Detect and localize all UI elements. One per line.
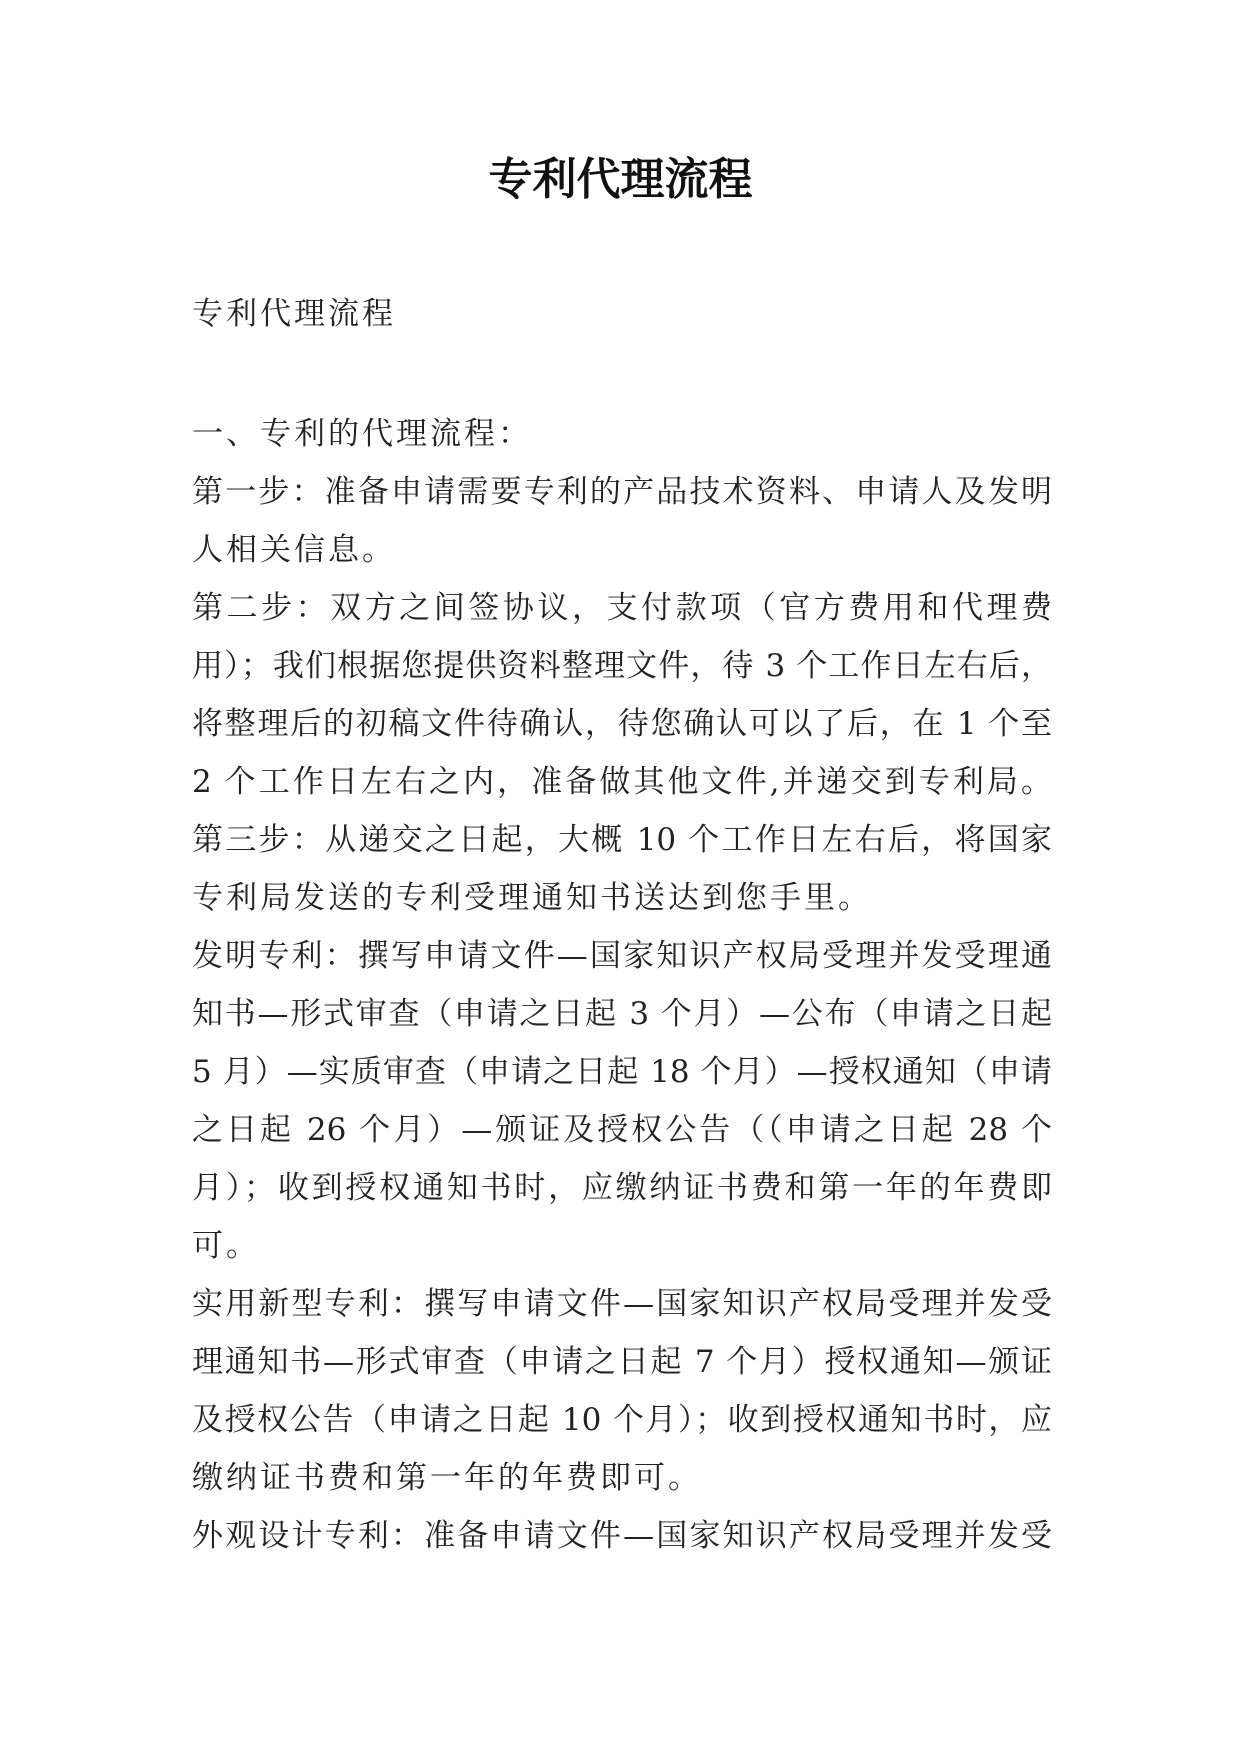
text-line: 发明专利：撰写申请文件—国家知识产权局受理并发受理通	[192, 938, 1052, 974]
text-line: 用）；我们根据您提供资料整理文件，待 3 个工作日左右后，	[192, 648, 1052, 684]
text-line: 知书—形式审查（申请之日起 3 个月）—公布（申请之日起	[192, 996, 1052, 1032]
text-line: 2 个工作日左右之内，准备做其他文件,并递交到专利局。	[192, 764, 1052, 800]
text-line: 之日起 26 个月）—颁证及授权公告（（申请之日起 28 个	[192, 1112, 1052, 1148]
document-subtitle: 专利代理流程	[192, 296, 396, 332]
text-line: 将整理后的初稿文件待确认，待您确认可以了后，在 1 个至	[192, 706, 1052, 742]
document-body	[192, 405, 1052, 1565]
text-line: 缴纳证书费和第一年的年费即可。	[192, 1460, 702, 1496]
text-line: 理通知书—形式审查（申请之日起 7 个月）授权通知—颁证	[192, 1344, 1052, 1380]
text-line: 第三步：从递交之日起，大概 10 个工作日左右后，将国家	[192, 822, 1052, 858]
text-line: 第二步：双方之间签协议，支付款项（官方费用和代理费	[192, 590, 1052, 626]
document-title: 专利代理流程	[488, 154, 753, 205]
text-line: 专利局发送的专利受理通知书送达到您手里。	[192, 880, 872, 916]
text-line: 5 月）—实质审查（申请之日起 18 个月）—授权通知（申请	[192, 1054, 1052, 1090]
text-line: 第一步：准备申请需要专利的产品技术资料、申请人及发明	[192, 474, 1052, 510]
text-line: 人相关信息。	[192, 532, 396, 568]
text-line: 实用新型专利：撰写申请文件—国家知识产权局受理并发受	[192, 1286, 1052, 1322]
text-line: 外观设计专利：准备申请文件—国家知识产权局受理并发受	[192, 1518, 1052, 1554]
text-line: 月）；收到授权通知书时，应缴纳证书费和第一年的年费即	[192, 1170, 1052, 1206]
text-line: 可。	[192, 1228, 260, 1264]
text-line: 及授权公告（申请之日起 10 个月）；收到授权通知书时，应	[192, 1402, 1052, 1438]
section-heading: 一、专利的代理流程：	[192, 416, 532, 452]
